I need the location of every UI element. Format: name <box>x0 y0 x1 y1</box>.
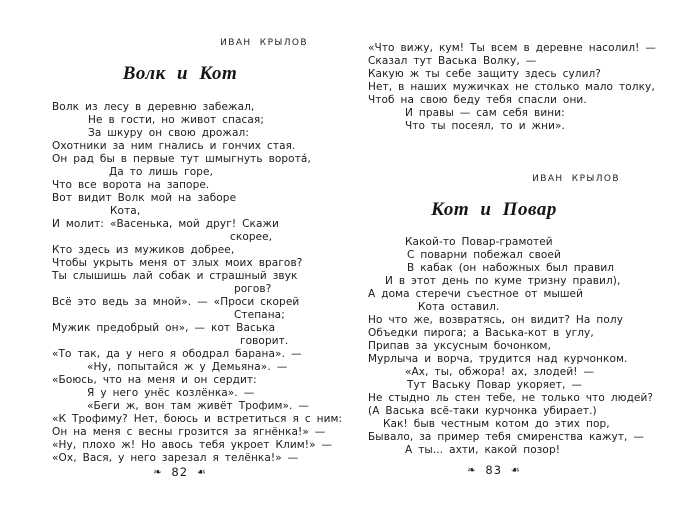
poem-line: И в этот день по куме тризну правил), <box>385 275 621 287</box>
page-footer-right <box>368 463 620 477</box>
poem-line: И молит: «Васенька, мой друг! Скажи <box>52 218 279 230</box>
poem-line: Чтобы укрыть меня от злых моих врагов? <box>52 257 303 269</box>
fleuron-right-icon: ☙ <box>510 465 521 476</box>
poem-line: Что все ворота на запоре. <box>52 179 210 191</box>
poem-line: Ты слышишь лай собак и страшный звук <box>52 270 298 282</box>
page-footer-left <box>52 465 308 479</box>
poem-line: «Что вижу, кум! Ты всем в деревне насолил! — <box>368 42 657 54</box>
poem-line: Какую ж ты себе защиту здесь сулил? <box>368 68 601 80</box>
poem-volk-i-kot-ending <box>368 42 657 133</box>
poem-line: Но что же, возвратясь, он видит? На полу <box>368 314 624 326</box>
fleuron-left-icon: ❧ <box>153 467 163 478</box>
fleuron-right-icon: ☙ <box>196 467 207 478</box>
poem-line: Мужик предобрый он», — кот Васька <box>52 322 276 334</box>
poem-line: Мурлыча и ворча, трудится над курчонком. <box>368 353 628 365</box>
poem-line: говорит. <box>240 335 289 347</box>
poem-line: А дома стеречи съестное от мышей <box>368 288 584 300</box>
poem-line: Он на меня с весны грозится за ягнёнка!» — <box>52 426 326 438</box>
poem-line: Припав за уксусным бочонком, <box>368 340 552 352</box>
poem-volk-i-kot <box>52 101 343 465</box>
page-right <box>368 0 657 523</box>
fleuron-left-icon: ❧ <box>467 465 477 476</box>
poem-line: Да то лишь горе, <box>109 166 214 178</box>
poem-line: Бывало, за пример тебя смиренства кажут, — <box>368 431 645 443</box>
poem-line: «То так, да у него я ободрал барана». — <box>52 348 302 360</box>
author-header-right: ИВАН КРЫЛОВ <box>532 174 620 184</box>
poem-line: Чтоб на свою беду тебя спасли они. <box>368 94 587 106</box>
poem-line: Тут Ваську Повар укоряет, — <box>407 379 582 391</box>
poem-line: В кабак (он набожных был правил <box>407 262 615 274</box>
poem-line: Не стыдно ль стен тебе, не только что людей? <box>368 392 654 404</box>
poem-line: Не в гости, но живот спасая; <box>88 114 264 126</box>
poem-line: Как! быв честным котом до этих пор, <box>383 418 610 430</box>
poem-line: «Ну, плохо ж! Но авось тебя укроет Клим!» — <box>52 439 333 451</box>
poem-line: Вот видит Волк мой на заборе <box>52 192 237 204</box>
poem-line: Степана; <box>234 309 285 321</box>
poem-line: «Боюсь, что на меня и он сердит: <box>52 374 257 386</box>
poem-line: Волк из лесу в деревню забежал, <box>52 101 255 113</box>
fable-title-kot-i-povar: Кот и Повар <box>431 199 557 220</box>
poem-line: Всё это ведь за мной». — «Проси скорей <box>52 296 300 308</box>
poem-line: Кота оставил. <box>418 301 500 313</box>
poem-line: Что ты посеял, то и жни». <box>405 120 565 132</box>
poem-line: За шкуру он свою дрожал: <box>88 127 249 139</box>
poem-line: Какой-то Повар-грамотей <box>405 236 553 248</box>
fable-title-volk-i-kot: Волк и Кот <box>122 63 238 84</box>
poem-line: «Ну, попытайся ж у Демьяна». — <box>87 361 288 373</box>
poem-line: Кто здесь из мужиков добрее, <box>52 244 235 256</box>
poem-line: рогов? <box>234 283 272 295</box>
page-number-left: 82 <box>171 465 189 479</box>
author-header-left: ИВАН КРЫЛОВ <box>220 38 308 48</box>
page-number-right: 83 <box>485 463 503 477</box>
poem-line: А ты... ахти, какой позор! <box>405 444 561 456</box>
page-left <box>52 0 343 523</box>
poem-line: скорее, <box>230 231 273 243</box>
poem-kot-i-povar <box>368 236 654 457</box>
poem-line: «Ох, Вася, у него зарезал я телёнка!» — <box>52 452 299 464</box>
poem-line: «Беги ж, вон там живёт Трофим». — <box>87 400 310 412</box>
poem-line: (А Васька всё-таки курчонка убирает.) <box>368 405 597 417</box>
poem-line: Сказал тут Васька Волку, — <box>368 55 537 67</box>
poem-line: Нет, в наших мужичках не столько мало толку, <box>368 81 655 93</box>
poem-line: Охотники за ним гнались и гончих стая. <box>52 140 296 152</box>
poem-line: «К Трофиму? Нет, боюсь и встретиться я с ним: <box>52 413 343 425</box>
poem-line: Объедки пирога; а Васька-кот в углу, <box>368 327 594 339</box>
poem-line: Я у него унёс козлёнка». — <box>87 387 255 399</box>
poem-line: «Ах, ты, обжора! ах, злодей! — <box>405 366 595 378</box>
poem-line: С поварни побежал своей <box>407 249 561 261</box>
poem-line: Кота, <box>110 205 141 217</box>
poem-line: Он рад бы в первые тут шмыгнуть ворота́, <box>52 153 311 165</box>
poem-line: И правы — сам себя вини: <box>405 107 565 119</box>
